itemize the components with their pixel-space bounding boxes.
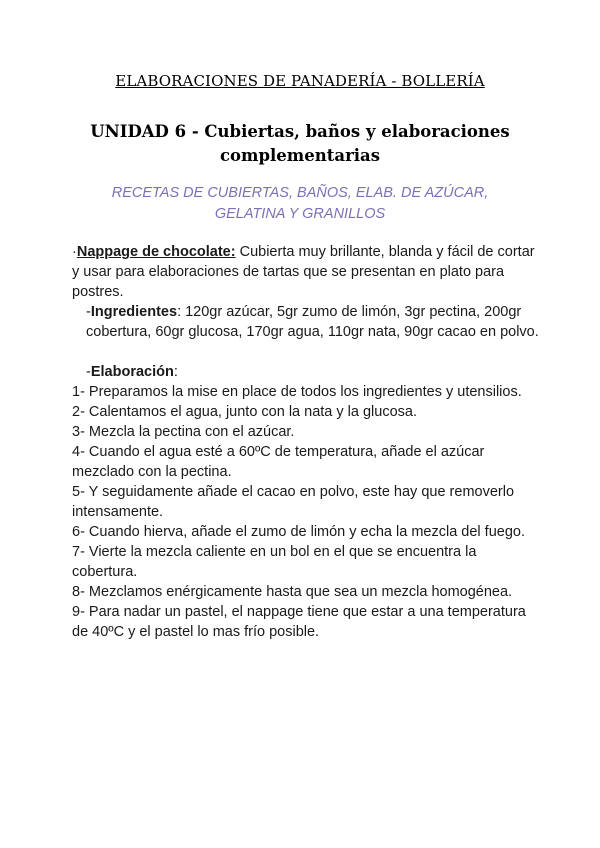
step-6: 6- Cuando hierva, añade el zumo de limón y echa la mezcla del fuego. xyxy=(72,524,525,540)
spacer xyxy=(72,342,542,362)
elaboration-prefix: - xyxy=(86,364,91,380)
elaboration-suffix: : xyxy=(173,364,178,380)
step-2: 2- Calentamos el agua, junto con la nata y la glucosa. xyxy=(72,404,417,420)
step-8: 8- Mezclamos enérgicamente hasta que sea un mezcla homogénea. xyxy=(72,584,513,600)
step-9: 9- Para nadar un pastel, el nappage tiene que estar a una temperatura de 40ºC y el pastel lo mas frío posible. xyxy=(72,604,526,640)
ingredients-line xyxy=(72,302,542,342)
recipe-name: Nappage de chocolate: xyxy=(76,244,236,260)
ingredients-prefix: - xyxy=(86,304,91,320)
unit-title: UNIDAD 6 - Cubiertas, baños y elaboraciones complementarias xyxy=(90,122,510,165)
elaboration-label: Elaboración xyxy=(90,364,174,380)
document-title: ELABORACIONES DE PANADERÍA - BOLLERÍA xyxy=(115,72,485,90)
ingredients-label: Ingredientes xyxy=(90,304,178,320)
recipe-intro xyxy=(72,242,542,302)
step-7: 7- Vierte la mezcla caliente en un bol en el que se encuentra la cobertura. xyxy=(72,544,477,580)
step-1: 1- Preparamos la mise en place de todos los ingredientes y utensilios. xyxy=(72,384,522,400)
section-subtitle: RECETAS DE CUBIERTAS, BAÑOS, ELAB. DE AZÚCAR, GELATINA Y GRANILLOS xyxy=(111,185,489,222)
step-3: 3- Mezcla la pectina con el azúcar. xyxy=(72,424,295,440)
ingredients-text: : 120gr azúcar, 5gr zumo de limón, 3gr pectina, 200gr cobertura, 60gr glucosa, 170gr agua, 110gr nata, 90gr cacao en polvo. xyxy=(86,304,539,340)
recipe-description: Cubierta muy brillante, blanda y fácil de cortar y usar para elaboraciones de tartas que se presentan en plato para postres. xyxy=(72,244,535,300)
recipe-body xyxy=(72,242,542,642)
elaboration-heading xyxy=(72,362,542,382)
bullet: · xyxy=(72,244,77,260)
step-4: 4- Cuando el agua esté a 60ºC de temperatura, añade el azúcar mezclado con la pectina. xyxy=(72,444,485,480)
step-5: 5- Y seguidamente añade el cacao en polvo, este hay que removerlo intensamente. xyxy=(72,484,515,520)
